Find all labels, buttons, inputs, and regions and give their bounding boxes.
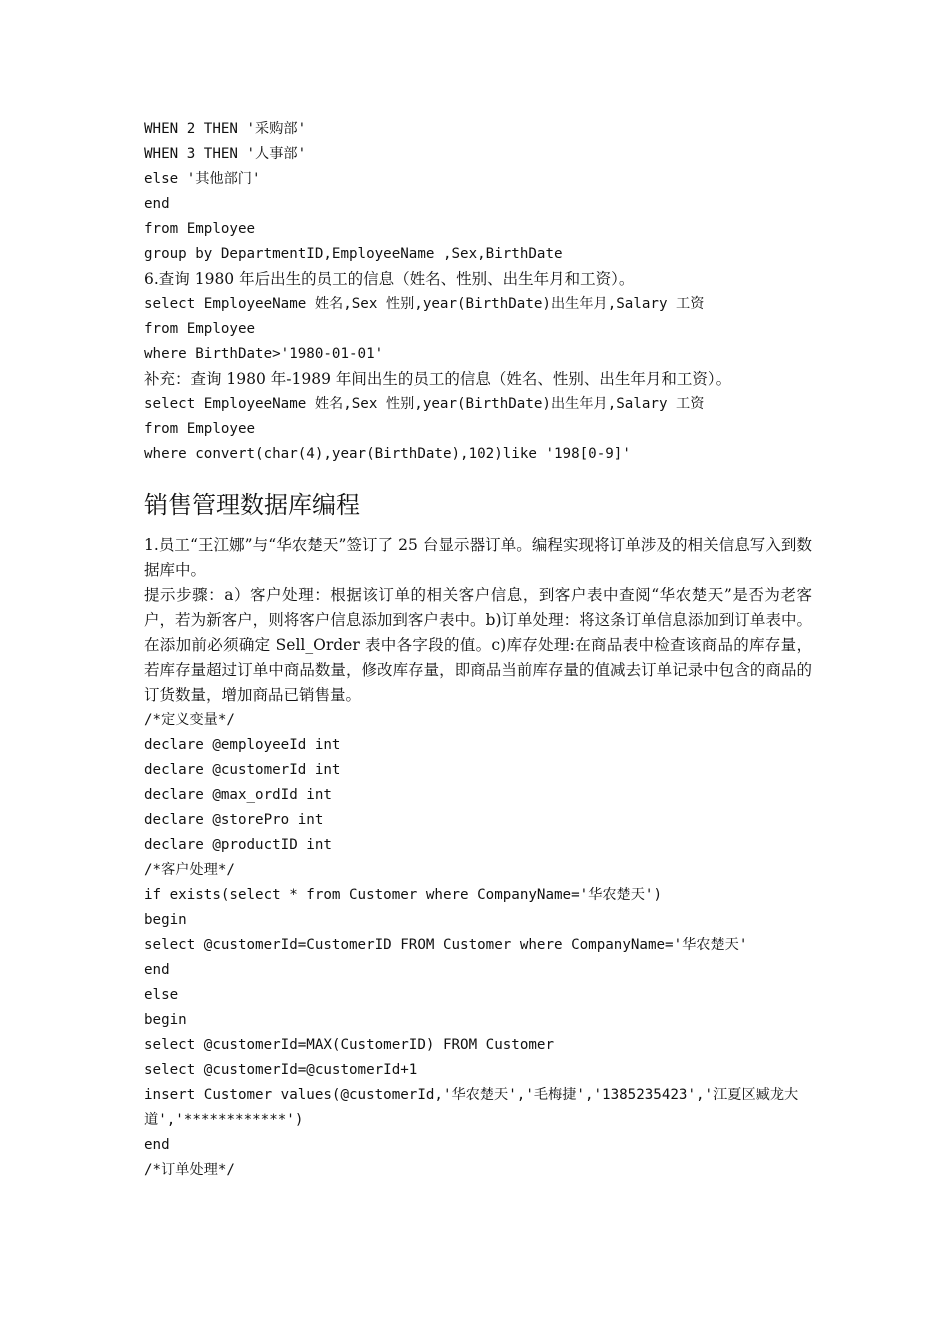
code-line: declare @storePro int <box>144 812 324 828</box>
code-line: select EmployeeName 姓名,Sex 性别,year(BirthDate)出生年月,Salary 工资 <box>144 396 705 412</box>
code-line: else <box>144 987 179 1003</box>
code-line: end <box>144 1137 170 1153</box>
code-line: from Employee <box>144 321 256 337</box>
code-line: else '其他部门' <box>144 171 261 187</box>
code-line: WHEN 3 THEN '人事部' <box>144 146 307 162</box>
code-block-supplement <box>144 392 812 467</box>
code-line: declare @employeeId int <box>144 737 341 753</box>
supplement-title: 补充：查询 1980 年-1989 年间出生的员工的信息（姓名、性别、出生年月和工资）。 <box>144 370 732 388</box>
code-line: WHEN 2 THEN '采购部' <box>144 121 307 137</box>
code-line: /*定义变量*/ <box>144 712 235 728</box>
question-6-title: 6.查询 1980 年后出生的员工的信息（姓名、性别、出生年月和工资）。 <box>144 270 635 288</box>
code-line: begin <box>144 1012 187 1028</box>
code-line: end <box>144 196 170 212</box>
code-block-case <box>144 117 812 267</box>
code-line: from Employee <box>144 221 256 237</box>
code-line: group by DepartmentID,EmployeeName ,Sex,BirthDate <box>144 246 563 262</box>
code-line: declare @productID int <box>144 837 332 853</box>
code-line-wrapped: insert Customer values(@customerId,'华农楚天','毛梅捷','1385235423','江夏区臧龙大道','************') <box>144 1087 799 1128</box>
code-block-q6 <box>144 292 812 367</box>
code-line: where BirthDate>'1980-01-01' <box>144 346 384 362</box>
code-line-wrapped: select @customerId=CustomerID FROM Customer where CompanyName='华农楚天' <box>144 937 748 953</box>
code-line: select @customerId=MAX(CustomerID) FROM Customer <box>144 1037 554 1053</box>
code-line: begin <box>144 912 187 928</box>
code-line: /*订单处理*/ <box>144 1162 235 1178</box>
hint-paragraph: 提示步骤：a）客户处理：根据该订单的相关客户信息，到客户表中查阅“华农楚天”是否为老客户，若为新客户，则将客户信息添加到客户表中。b)订单处理：将这条订单信息添加到订单表中。在添加前必须确定 Sell_Order 表中各字段的值。c)库存处理:在商品表中检查该商品的库存量，若库存量超过订单中商品数量，修改库存量，即商品当前库存量的值减去订单记录中包含的商品的订货数量，增加商品已销售量。 <box>144 586 812 704</box>
code-line: select EmployeeName 姓名,Sex 性别,year(BirthDate)出生年月,Salary 工资 <box>144 296 705 312</box>
code-line: if exists(select * from Customer where CompanyName='华农楚天') <box>144 887 662 903</box>
code-line: declare @customerId int <box>144 762 341 778</box>
code-line: /*客户处理*/ <box>144 862 235 878</box>
code-line: where convert(char(4),year(BirthDate),102)like '198[0-9]' <box>144 446 631 462</box>
task-paragraph: 1.员工“王江娜”与“华农楚天”签订了 25 台显示器订单。编程实现将订单涉及的相关信息写入到数据库中。 <box>144 536 812 579</box>
code-block-sales <box>144 708 812 1183</box>
code-line: end <box>144 962 170 978</box>
code-line: from Employee <box>144 421 256 437</box>
code-line: declare @max_ordId int <box>144 787 332 803</box>
document-content <box>144 117 812 1183</box>
code-line: select @customerId=@customerId+1 <box>144 1062 418 1078</box>
section-heading: 销售管理数据库编程 <box>144 491 360 519</box>
